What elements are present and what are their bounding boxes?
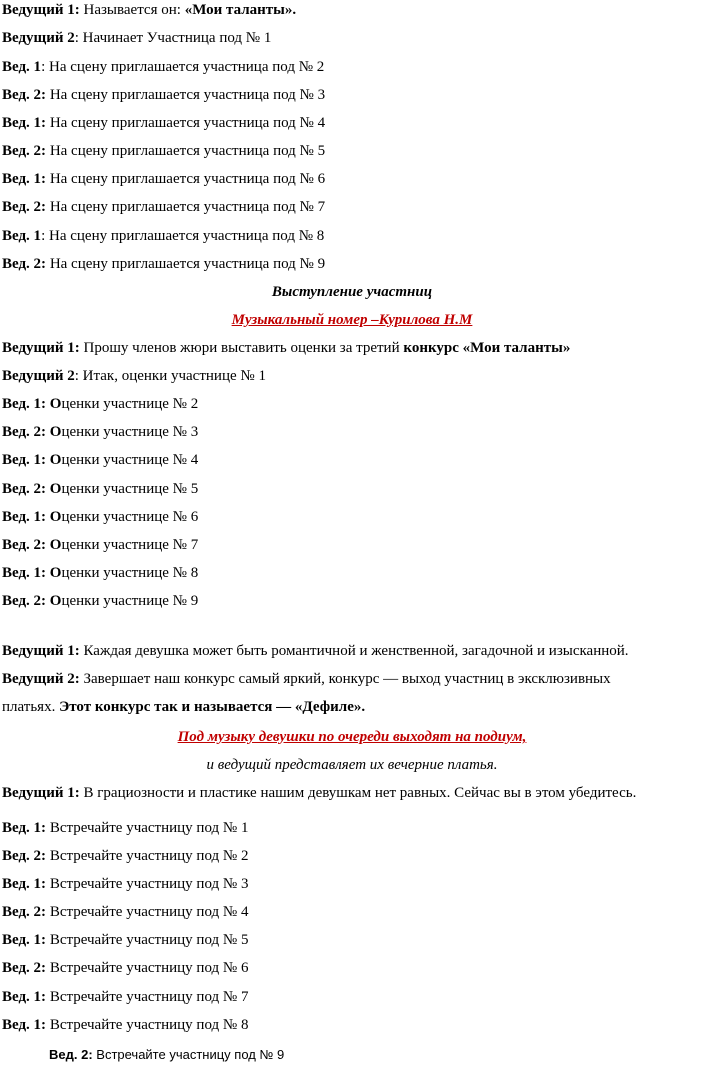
line-text: ценки участнице № 8 [61,565,199,581]
script-line [2,591,198,611]
line-text: ценки участнице № 6 [61,509,199,525]
line-text: На сцену приглашается участница под № 6 [46,171,326,187]
line-text: Встречайте участницу под № 1 [46,820,249,836]
line-text: ценки участнице № 4 [61,452,199,468]
script-line [49,1045,284,1065]
speaker-label: Вед. 2: [2,87,47,103]
musical-number-text: Музыкальный номер –Курилова Н.М [231,312,473,328]
contest-title: Этот конкурс так и называется — «Дефиле». [59,699,366,715]
speaker-label: Вед. 2: [49,1047,93,1062]
line-text: На сцену приглашается участница под № 3 [46,87,326,103]
script-line [2,563,198,583]
line-text: ценки участнице № 7 [61,537,199,553]
speaker-label: Ведущий 2 [2,30,75,46]
line-text: Встречайте участницу под № 9 [92,1047,285,1062]
line-text: ценки участнице № 9 [61,593,199,609]
stage-direction-note: и ведущий представляет их вечерние платья. [206,757,498,773]
speaker-label: Вед. 1 [2,228,42,244]
speaker-label: Вед. 1: О [2,565,62,581]
script-line [2,254,325,274]
line-text: платьях. [2,699,60,715]
script-line [2,366,266,386]
speaker-label: Вед. 1: О [2,396,62,412]
speaker-label: Ведущий 2 [2,368,75,384]
contest-title: «Мои таланты». [184,2,297,18]
speaker-label: Вед. 1: [2,876,47,892]
line-text: ценки участнице № 5 [61,481,199,497]
line-text: На сцену приглашается участница под № 9 [46,256,326,272]
script-line [2,394,198,414]
line-text: На сцену приглашается участница под № 5 [46,143,326,159]
script-line [2,641,629,661]
script-line [2,338,570,358]
speaker-label: Ведущий 2: [2,671,80,687]
script-line [2,0,296,20]
script-line [2,226,324,246]
line-text: : На сцену приглашается участница под № 2 [41,59,325,75]
section-heading: Выступление участниц [271,284,433,300]
script-line [2,987,248,1007]
line-text: На сцену приглашается участница под № 7 [46,199,326,215]
script-line [2,57,324,77]
line-text: Каждая девушка может быть романтичной и женственной, загадочной и изысканной. [79,643,629,659]
script-line [2,902,248,922]
script-line [2,958,248,978]
script-line [2,450,198,470]
line-text: ценки участнице № 3 [61,424,199,440]
speaker-label: Вед. 1: О [2,452,62,468]
speaker-label: Ведущий 1: [2,643,80,659]
speaker-label: Вед. 1: [2,115,47,131]
script-line [2,422,198,442]
speaker-label: Ведущий 1: [2,2,80,18]
script-line [2,669,611,689]
script-line [2,697,365,717]
speaker-label: Вед. 2: О [2,593,62,609]
script-line [2,846,248,866]
line-text: В грациозности и пластике нашим девушкам нет равных. Сейчас вы в этом убедитесь. [79,785,637,801]
script-line [2,169,325,189]
speaker-label: Вед. 1: [2,932,47,948]
script-line [2,535,198,555]
line-text: Встречайте участницу под № 3 [46,876,249,892]
speaker-label: Вед. 1: [2,989,47,1005]
speaker-label: Вед. 1: [2,171,47,187]
line-text: На сцену приглашается участница под № 4 [46,115,326,131]
stage-direction-heading [0,727,704,747]
line-text: : На сцену приглашается участница под № 8 [41,228,325,244]
speaker-label: Вед. 2: О [2,537,62,553]
script-line [2,141,325,161]
line-text: Встречайте участницу под № 5 [46,932,249,948]
speaker-label: Вед. 2: [2,848,47,864]
speaker-label: Вед. 1: [2,1017,47,1033]
speaker-label: Вед. 2: О [2,424,62,440]
speaker-label: Вед. 1: [2,820,47,836]
script-line [2,507,198,527]
script-line [2,1015,248,1035]
line-text: Встречайте участницу под № 4 [46,904,249,920]
line-text: Встречайте участницу под № 8 [46,1017,249,1033]
line-text: Встречайте участницу под № 7 [46,989,249,1005]
speaker-label: Вед. 2: [2,143,47,159]
speaker-label: Вед. 2: О [2,481,62,497]
stage-direction-text: Под музыку девушки по очереди выходят на подиум, [177,729,527,745]
speaker-label: Вед. 2: [2,256,47,272]
line-text: Завершает наш конкурс самый яркий, конкурс — выход участниц в эксклюзивных [79,671,611,687]
script-line [2,85,325,105]
script-line [2,197,325,217]
line-text: : Итак, оценки участнице № 1 [74,368,266,384]
speaker-label: Вед. 2: [2,904,47,920]
speaker-label: Вед. 2: [2,960,47,976]
line-text: Прошу членов жюри выставить оценки за третий [79,340,404,356]
line-text: Встречайте участницу под № 6 [46,960,249,976]
script-line [2,113,325,133]
line-text: : Начинает Участница под № 1 [74,30,272,46]
speaker-label: Вед. 1 [2,59,42,75]
script-line [2,28,271,48]
script-line [2,479,198,499]
contest-title: конкурс «Мои таланты» [403,340,571,356]
line-text: Встречайте участницу под № 2 [46,848,249,864]
speaker-label: Вед. 1: О [2,509,62,525]
script-line [2,783,636,803]
script-line [2,818,248,838]
script-line [2,874,248,894]
speaker-label: Ведущий 1: [2,785,80,801]
script-line [2,930,248,950]
line-text: Называется он: [79,2,185,18]
speaker-label: Вед. 2: [2,199,47,215]
speaker-label: Ведущий 1: [2,340,80,356]
musical-number-heading [0,310,704,330]
line-text: ценки участнице № 2 [61,396,199,412]
